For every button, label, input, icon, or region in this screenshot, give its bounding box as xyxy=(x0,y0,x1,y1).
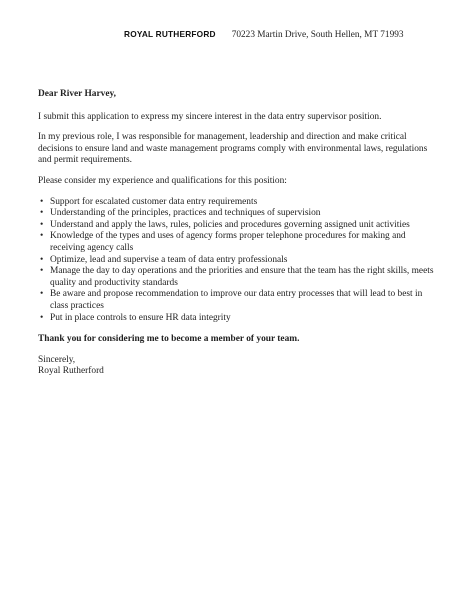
qualification-item: • Be aware and propose recommendation to improve our data entry processes that will lead to best in class practices xyxy=(50,289,434,312)
qualification-item: • Understand and apply the laws, rules, policies and procedures governing assigned unit activities xyxy=(50,220,434,232)
qualification-item: • Support for escalated customer data entry requirements xyxy=(50,197,434,209)
intro-paragraph: I submit this application to express my sincere interest in the data entry supervisor position. xyxy=(38,111,382,122)
qualifications-intro: Please consider my experience and qualifications for this position: xyxy=(38,175,287,186)
sender-address: 70223 Martin Drive, South Hellen, MT 71993 xyxy=(231,30,404,40)
letter-body xyxy=(38,89,434,378)
qualification-item: • Put in place controls to ensure HR data integrity xyxy=(50,313,434,325)
closing-thanks: Thank you for considering me to become a member of your team. xyxy=(38,334,300,345)
signoff: Sincerely, xyxy=(38,354,76,365)
sender-name: ROYAL RUTHERFORD xyxy=(124,29,216,39)
qualification-item: • Knowledge of the types and uses of agency forms proper telephone procedures for making and receiving agency calls xyxy=(50,231,434,254)
salutation: Dear River Harvey, xyxy=(38,89,117,99)
qualification-item: • Manage the day to day operations and the priorities and ensure that the team has the right skills, meets quality and productivity standards xyxy=(50,266,434,289)
signature: Royal Rutherford xyxy=(38,366,104,377)
previous-role-paragraph: In my previous role, I was responsible for management, leadership and direction and make critical decisions to ensure land and waste management programs comply with environmental laws, regulations and permit requirements. xyxy=(38,132,428,166)
qualification-item: • Understanding of the principles, practices and techniques of supervision xyxy=(50,208,434,220)
letter-header xyxy=(124,24,404,42)
qualifications-list xyxy=(38,197,434,325)
qualification-item: • Optimize, lead and supervise a team of data entry professionals xyxy=(50,255,434,267)
